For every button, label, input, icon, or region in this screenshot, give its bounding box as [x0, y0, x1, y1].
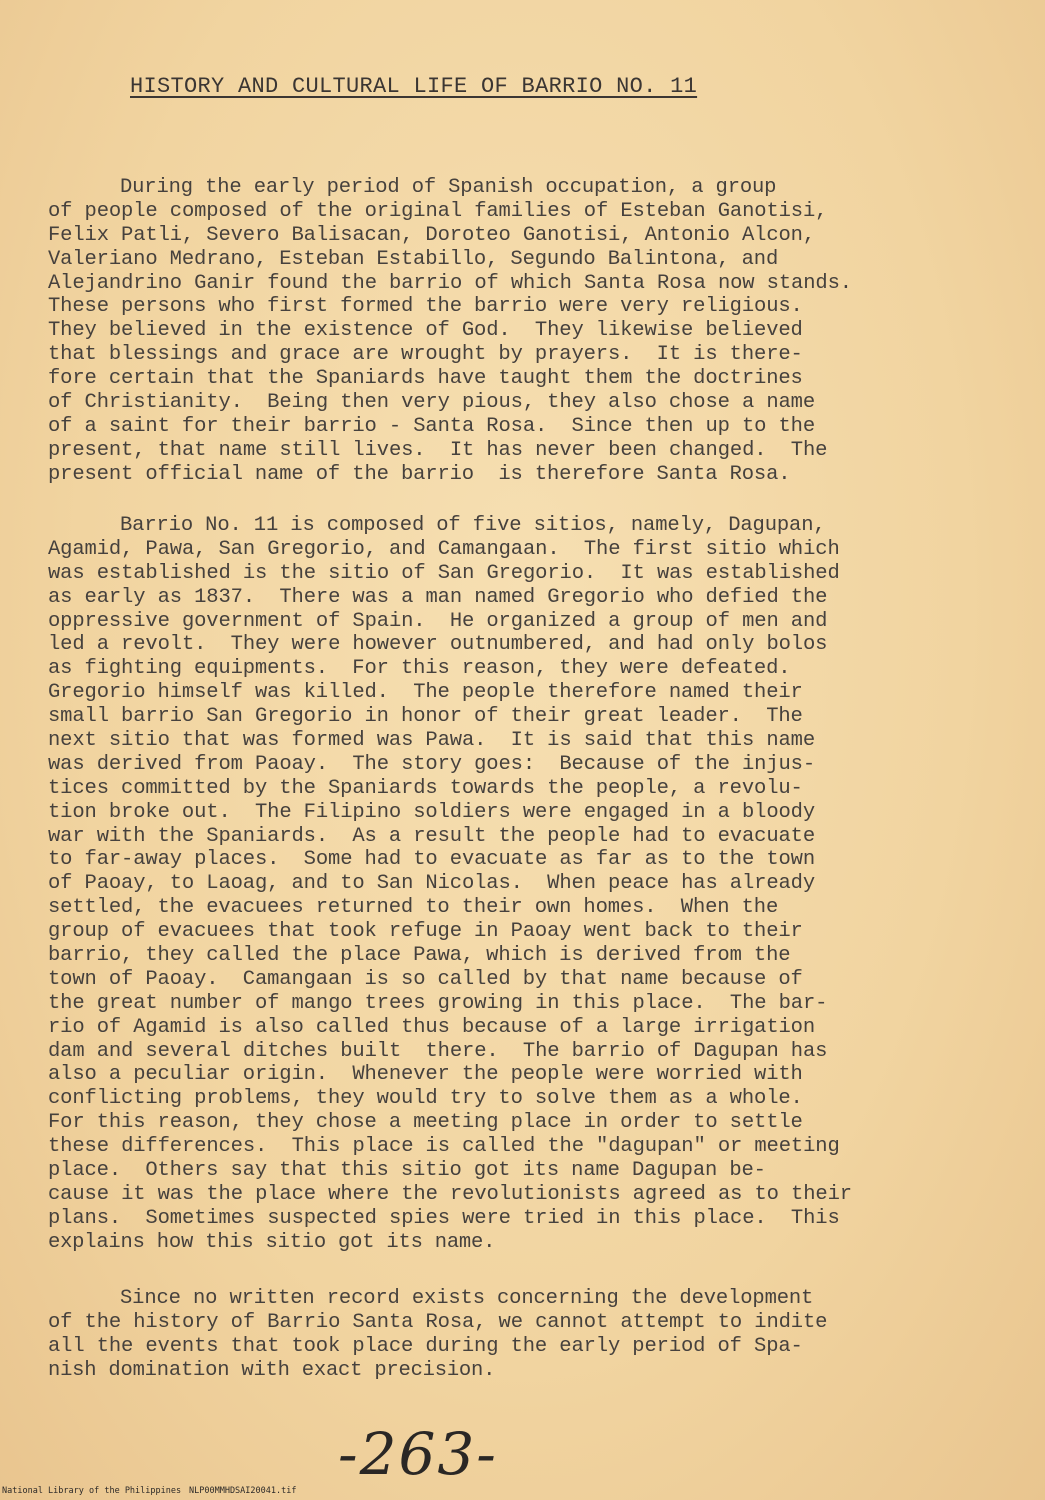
text-line: For this reason, they chose a meeting place in order to settle — [48, 1111, 803, 1135]
text-line: group of evacuees that took refuge in Paoay went back to their — [48, 920, 803, 944]
text-line: explains how this sitio got its name. — [48, 1230, 496, 1254]
paragraph-no-records — [48, 1287, 1008, 1383]
text-line: Since no written record exists concerning the development — [120, 1287, 814, 1310]
footer-file-name: NLP00MMHDSAI20041.tif — [189, 1486, 297, 1496]
text-line: tion broke out. The Filipino soldiers were engaged in a bloody — [48, 800, 816, 824]
footer-library-name: National Library of the Philippines — [2, 1486, 182, 1496]
text-line: oppressive government of Spain. He organized a group of men and — [48, 609, 828, 633]
text-line: nish domination with exact precision. — [48, 1358, 496, 1382]
text-line: They believed in the existence of God. They likewise believed — [48, 319, 803, 343]
text-line: as early as 1837. There was a man named Gregorio who defied the — [48, 585, 828, 609]
paragraph-early-history — [48, 176, 1008, 487]
text-line: led a revolt. They were however outnumbered, and had only bolos — [48, 633, 828, 657]
text-line: town of Paoay. Camangaan is so called by that name because of — [48, 967, 803, 991]
text-line: the great number of mango trees growing in this place. The bar- — [48, 991, 828, 1015]
text-line: small barrio San Gregorio in honor of their great leader. The — [48, 705, 803, 729]
document-title: HISTORY AND CULTURAL LIFE OF BARRIO NO. 11 — [130, 74, 698, 99]
text-line: was derived from Paoay. The story goes: Because of the injus- — [48, 752, 816, 776]
text-line: Agamid, Pawa, San Gregorio, and Camangaan. The first sitio which — [48, 537, 840, 561]
text-line: present, that name still lives. It has never been changed. The — [48, 438, 828, 462]
text-line: of people composed of the original families of Esteban Ganotisi, — [48, 199, 828, 223]
text-line: of the history of Barrio Santa Rosa, we cannot attempt to indite — [48, 1310, 828, 1334]
text-line: barrio, they called the place Pawa, which is derived from the — [48, 944, 791, 968]
text-line: of Christianity. Being then very pious, they also chose a name — [48, 391, 816, 415]
text-line: also a peculiar origin. Whenever the people were worried with — [48, 1063, 803, 1087]
text-line: tices committed by the Spaniards towards the people, a revolu- — [48, 776, 803, 800]
text-line: Alejandrino Ganir found the barrio of which Santa Rosa now stands. — [48, 271, 852, 295]
text-line: These persons who first formed the barrio were very religious. — [48, 295, 803, 319]
page-number: -263- — [338, 1420, 498, 1488]
text-line: Gregorio himself was killed. The people therefore named their — [48, 681, 803, 705]
text-line: was established is the sitio of San Gregorio. It was established — [48, 561, 840, 585]
text-line: of a saint for their barrio - Santa Rosa. Since then up to the — [48, 414, 816, 438]
text-line: settled, the evacuees returned to their own homes. When the — [48, 896, 779, 920]
text-line: fore certain that the Spaniards have taught them the doctrines — [48, 367, 803, 391]
text-line: present official name of the barrio is therefore Santa Rosa. — [48, 462, 791, 486]
text-line: During the early period of Spanish occupation, a group — [120, 176, 777, 199]
text-line: all the events that took place during the early period of Spa- — [48, 1334, 803, 1358]
text-line: conflicting problems, they would try to solve them as a whole. — [48, 1087, 803, 1111]
text-line: Valeriano Medrano, Esteban Estabillo, Segundo Balintona, and — [48, 247, 779, 271]
text-line: plans. Sometimes suspected spies were tried in this place. This — [48, 1206, 840, 1230]
text-line: place. Others say that this sitio got its name Dagupan be- — [48, 1159, 766, 1183]
text-line: that blessings and grace are wrought by prayers. It is there- — [48, 343, 803, 367]
paragraph-sitios — [48, 514, 1008, 1255]
text-line: of Paoay, to Laoag, and to San Nicolas. When peace has already — [48, 872, 816, 896]
text-line: next sitio that was formed was Pawa. It is said that this name — [48, 729, 816, 753]
text-line: Barrio No. 11 is composed of five sitios, namely, Dagupan, — [120, 514, 826, 537]
text-line: to far-away places. Some had to evacuate as far as to the town — [48, 848, 816, 872]
text-line: rio of Agamid is also called thus because of a large irrigation — [48, 1015, 816, 1039]
text-line: these differences. This place is called the "dagupan" or meeting — [48, 1135, 840, 1159]
text-line: cause it was the place where the revolutionists agreed as to their — [48, 1182, 852, 1206]
text-line: war with the Spaniards. As a result the people had to evacuate — [48, 824, 816, 848]
text-line: as fighting equipments. For this reason, they were defeated. — [48, 657, 791, 681]
text-line: Felix Patli, Severo Balisacan, Doroteo Ganotisi, Antonio Alcon, — [48, 223, 816, 247]
text-line: dam and several ditches built there. The barrio of Dagupan has — [48, 1039, 828, 1063]
